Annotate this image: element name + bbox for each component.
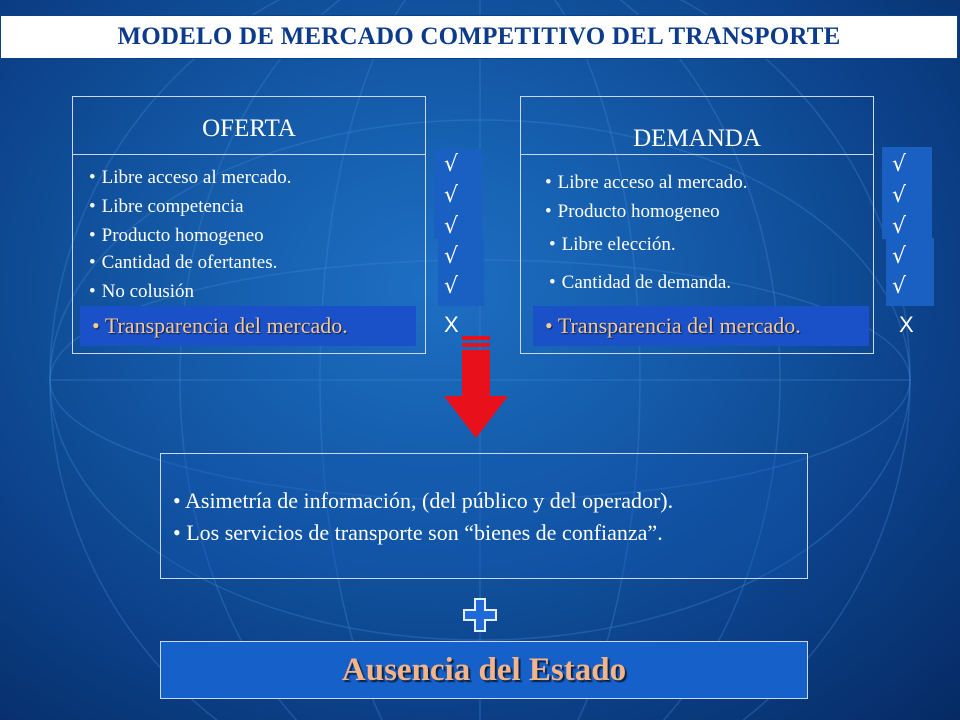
oferta-item: • Libre acceso al mercado. xyxy=(89,167,292,188)
oferta-item: • No colusión xyxy=(89,281,195,302)
slide-title: MODELO DE MERCADO COMPETITIVO DEL TRANSPORTE xyxy=(117,23,841,50)
oferta-header xyxy=(73,97,425,155)
title-banner xyxy=(0,15,958,59)
conclusion-text: Ausencia del Estado xyxy=(341,651,627,688)
demanda-heading: DEMANDA xyxy=(633,125,761,152)
oferta-highlight-text: • Transparencia del mercado. xyxy=(92,313,348,338)
check-icon: √ xyxy=(892,152,907,177)
oferta-item: • Cantidad de ofertantes. xyxy=(89,252,278,273)
check-icon: √ xyxy=(444,183,459,208)
demanda-header xyxy=(521,97,873,155)
demanda-check-panel xyxy=(882,147,932,239)
demanda-highlight-bar xyxy=(533,306,869,346)
demanda-item: • Producto homogeneo xyxy=(545,201,720,222)
check-icon: √ xyxy=(444,214,459,239)
info-item: • Asimetría de información, (del público y del operador). xyxy=(173,488,674,513)
demanda-highlight-text: • Transparencia del mercado. xyxy=(545,313,801,338)
check-icon: √ xyxy=(892,214,907,239)
down-arrow-icon xyxy=(440,334,512,442)
demanda-item: • Cantidad de demanda. xyxy=(549,272,732,293)
check-icon: √ xyxy=(444,152,459,177)
check-icon: √ xyxy=(892,244,907,269)
conclusion-box xyxy=(160,641,808,699)
demanda-item: • Libre acceso al mercado. xyxy=(545,172,748,193)
oferta-item: • Producto homogeneo xyxy=(89,225,264,246)
oferta-item: • Libre competencia xyxy=(89,196,244,217)
oferta-highlight-bar xyxy=(80,306,416,346)
info-box xyxy=(160,453,808,579)
check-icon: √ xyxy=(892,274,907,299)
info-item: • Los servicios de transporte son “bienes de confianza”. xyxy=(173,520,663,545)
oferta-panel xyxy=(72,96,426,354)
demanda-item: • Libre elección. xyxy=(549,234,676,255)
cross-icon: X xyxy=(899,312,914,337)
demanda-panel xyxy=(520,96,874,354)
cross-icon: X xyxy=(444,312,459,337)
check-icon: √ xyxy=(444,274,459,299)
check-icon: √ xyxy=(892,183,907,208)
plus-icon xyxy=(462,597,498,633)
check-icon: √ xyxy=(444,244,459,269)
oferta-heading: OFERTA xyxy=(202,115,296,142)
